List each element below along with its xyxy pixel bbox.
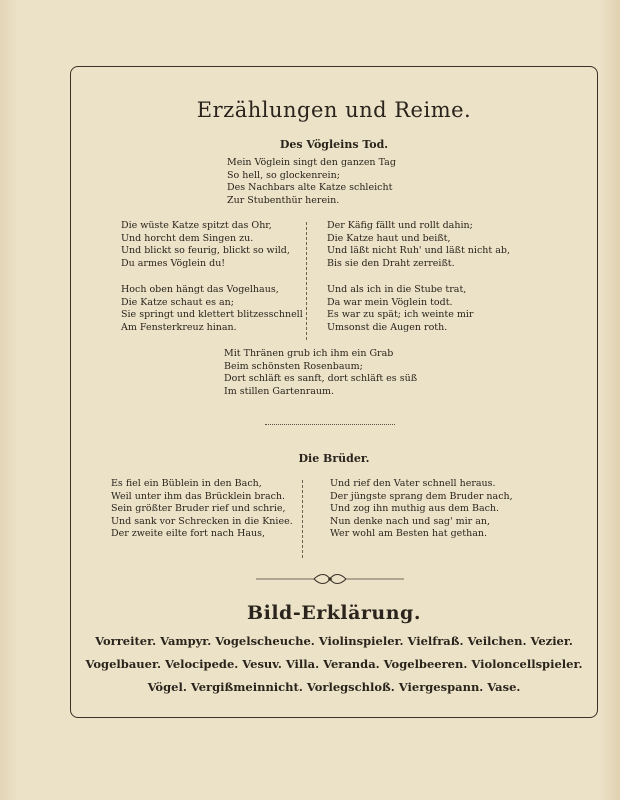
verse-line: Dort schläft es sanft, dort schläft es süß [224,373,418,385]
verse-line: Und rief den Vater schnell heraus. [330,478,496,489]
poem1-right-stanza-1 [327,220,510,270]
verse-line: Nun denke nach und sag' mir an, [330,515,491,527]
poem-heading-die-brueder: Die Brüder. [298,452,370,465]
verse-line: So hell, so glockenrein; [227,169,340,181]
verse-line: Umsonst die Augen roth. [327,321,448,333]
verse-line: Und sank vor Schrecken in die Kniee. [111,515,293,527]
flourish-ornament-icon [250,572,410,586]
verse-line: Mein Vöglein singt den ganzen Tag [227,157,396,168]
verse-line: Am Fensterkreuz hinan. [121,321,237,333]
poem-heading-voegleins-tod: Des Vögleins Tod. [279,138,389,151]
verse-line: Des Nachbars alte Katze schleicht [227,182,393,194]
verse-line: Die Katze schaut es an; [121,296,234,308]
verse-line: Wer wohl am Besten hat gethan. [330,528,488,540]
verse-line: Du armes Vöglein du! [121,257,226,269]
legend-line: Vorreiter. Vampyr. Vogelscheuche. Violinspieler. Vielfraß. Veilchen. Vezier. [95,634,573,648]
column-divider [306,222,307,340]
column-divider [302,480,303,558]
verse-line: Mit Thränen grub ich ihm ein Grab [224,348,394,359]
verse-line: Da war mein Vöglein todt. [327,296,453,308]
verse-line: Beim schönsten Rosenbaum; [224,360,363,372]
verse-line: Sein größter Bruder rief und schrie, [111,503,286,515]
verse-line: Der jüngste sprang dem Bruder nach, [330,490,513,502]
poem1-left-stanza-2 [121,284,303,334]
poem1-left-stanza-1 [121,220,290,270]
legend-title: Bild-Erklärung. [247,602,421,624]
legend-line: Vogelbauer. Velocipede. Vesuv. Villa. Veranda. Vogelbeeren. Violoncellspieler. [85,657,583,671]
verse-line: Es war zu spät; ich weinte mir [327,309,474,321]
poem2-left-stanza [111,478,293,541]
verse-line: Sie springt und klettert blitzesschnell [121,309,303,321]
section-divider [265,424,395,425]
verse-line: Und horcht dem Singen zu. [121,232,254,244]
verse-line: Und als ich in die Stube trat, [327,284,467,295]
poem1-right-stanza-2 [327,284,473,334]
verse-line: Hoch oben hängt das Vogelhaus, [121,284,279,295]
verse-line: Die Katze haut und beißt, [327,232,451,244]
verse-line: Weil unter ihm das Brücklein brach. [111,490,286,502]
legend-line: Vögel. Vergißmeinnicht. Vorlegschloß. Viergespann. Vase. [147,680,521,694]
poem1-closing-stanza [224,348,417,398]
verse-line: Die wüste Katze spitzt das Ohr, [121,220,272,231]
poem1-intro-stanza [227,157,396,207]
verse-line: Es fiel ein Büblein in den Bach, [111,478,262,489]
verse-line: Und zog ihn muthig aus dem Bach. [330,503,500,515]
verse-line: Bis sie den Draht zerreißt. [327,257,455,269]
verse-line: Und läßt nicht Ruh' und läßt nicht ab, [327,245,510,257]
verse-line: Der zweite eilte fort nach Haus, [111,528,266,540]
verse-line: Der Käfig fällt und rollt dahin; [327,220,473,231]
verse-line: Und blickt so feurig, blickt so wild, [121,245,290,257]
page-title: Erzählungen und Reime. [196,98,472,122]
verse-line: Zur Stubenthür herein. [227,194,340,206]
poem2-right-stanza [330,478,513,541]
verse-line: Im stillen Gartenraum. [224,385,335,397]
